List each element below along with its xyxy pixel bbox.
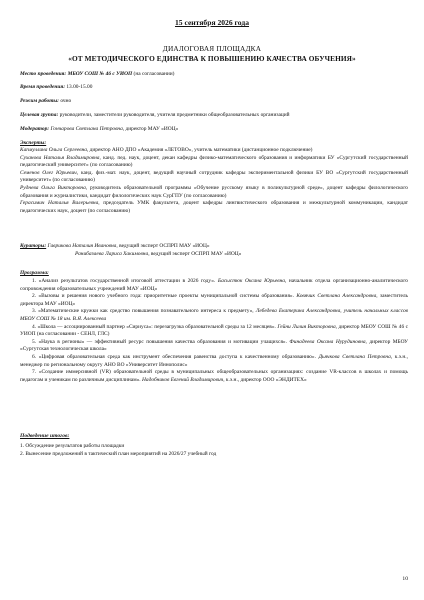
expert-name: Суханова Наталья Владимировна	[20, 154, 100, 161]
program-speaker: Гейни Лилия Викторовна	[277, 323, 336, 330]
time-label: Время проведения:	[20, 84, 65, 90]
expert-details: , руководитель образовательной программы «Обучение русскому языку в поликультурной среде», доцент кафедры филологического образования и журналистики, кандидат филологических наук СурГПУ (по согласованию)	[20, 184, 408, 199]
program-list	[20, 278, 408, 384]
program-speaker-role: , директор МБОУ СОШ № 46 с УИОП (на согласовании - СЕНЛ, ГЛС)	[20, 323, 408, 338]
program-speaker-role: , начальник отдела организационно-аналитического сопровождения образовательных учреждений МАУ «ИОЦ»	[20, 278, 408, 292]
summary-item: 1. Обсуждение результатов работы площадки	[20, 443, 125, 449]
expert-item	[20, 147, 408, 155]
expert-item	[20, 170, 408, 185]
expert-item	[20, 200, 408, 215]
expert-item	[20, 155, 408, 170]
program-topic: 1. «Анализ результатов государственной итоговой аттестации в 2026 году».	[32, 278, 218, 284]
experts-label: Эксперты:	[20, 140, 47, 146]
program-topic: 2. «Вызовы и решения нового учебного года: приоритетные проекты муниципальной системы образования».	[32, 293, 297, 300]
moderator-label: Модератор:	[20, 126, 50, 132]
curators-label: Кураторы:	[20, 243, 47, 249]
mode-row	[20, 98, 71, 105]
mode-value: очно	[58, 98, 72, 104]
moderator-row	[20, 126, 178, 133]
program-item	[20, 354, 408, 369]
audience-value: руководители, заместители руководителя, учителя предметники общеобразовательных организаций	[58, 112, 290, 118]
audience-label: Целевая группа:	[20, 112, 59, 118]
program-topic: 7. «Создание иммерсивной (VR) образовательной среды в муниципальных общеобразовательных организациях: создание VR-классов в школах и помощь педагогам и ученикам по различным дисциплинам».	[20, 369, 408, 383]
summary-item: 2. Вынесение предложений в тактический план мероприятий на 2026/27 учебный год	[20, 451, 217, 457]
program-speaker-role: , к.э.н., директор ООО «ЭНДИТЕХ»	[223, 376, 307, 383]
program-speaker-role: , заместитель директора МАУ «ИОЦ»	[20, 293, 409, 307]
program-speaker-role: , директор МБОУ «Сургутская технологическая школа»	[20, 338, 408, 353]
program-item	[20, 369, 408, 384]
summary-heading: Подведение итогов:	[20, 433, 70, 439]
expert-details: , канд. физ.-мат. наук, доцент, ведущий научный сотрудник кафедры экспериментальной физики БУ ВО «Сургутский государственный университет» (по согласованию)	[20, 169, 408, 184]
place-note: (на согласовании)	[132, 71, 175, 77]
experts-list	[20, 147, 408, 215]
program-topic: 4. «Школа — ассоциированный партнер «Сириуса»: перезагрузка образовательной среды за 12 месяцев».	[32, 323, 278, 330]
audience-row	[20, 112, 290, 119]
expert-details: , директор АНО ДПО «Академия «ЛЕТОВО», учитель математики (дистанционное подключение)	[86, 147, 313, 153]
event-date: 15 сентября 2026 года	[174, 18, 250, 27]
expert-details: , канд. пед. наук, доцент, декан кафедры физико-математического образования и информатики БУ «Сургутский государственный педагогический университет» (по согласованию)	[20, 154, 408, 169]
program-item	[20, 308, 408, 323]
program-item	[20, 324, 408, 339]
expert-name: Семенов Олег Юрьевич	[20, 169, 77, 176]
curators-row-2	[75, 251, 241, 258]
expert-name: Капмуллина Ольга Сергеевна	[20, 147, 87, 153]
program-speaker: Басыстюк Оксана Юрьевна	[217, 278, 285, 284]
program-item	[20, 278, 408, 293]
program-speaker-role: , к.э.н., менеджер по региональному округу АНО ВО «Университет Иннополис»	[20, 353, 408, 368]
program-label: Программа:	[20, 270, 49, 276]
moderator-name: Гончарова Светлана Петровна	[49, 126, 123, 132]
time-row	[20, 84, 92, 91]
program-speaker: Лебедева Екатерина Александровна, учитель начальных классов МБОУ СОШ № 18 им. В.Я. Алексеева	[20, 308, 408, 322]
curator-name: Гаврикова Наталия Ивановна	[47, 243, 117, 249]
title-line-1: ДИАЛОГОВАЯ ПЛОЩАДКА	[162, 44, 262, 53]
time-value: 13.00-15.00	[65, 84, 93, 90]
program-topic: 6. «Цифровая образовательная среда как инструмент обеспечения равенства доступа к качественному образованию».	[32, 353, 319, 360]
program-speaker: Надобников Евгений Владимирович	[142, 376, 224, 383]
program-topic: 3. «Математические кружки как средство повышения познавательного интереса к предмету»,	[32, 308, 256, 315]
curators-row-1	[20, 243, 210, 250]
expert-item	[20, 185, 408, 200]
program-topic: 5. «Наука в регионы» — эффективный ресурс повышения качества образования и мотивации учащихся».	[32, 338, 290, 345]
experts-heading	[20, 140, 46, 147]
expert-details: , председатель УМК факультета, доцент кафедры лингвистического образования и межкультурной коммуникации, кандидат педагогических наук, доцент (по согласованию)	[20, 200, 408, 214]
program-item	[20, 293, 408, 308]
place-row	[20, 71, 174, 78]
place-label: Место проведения:	[20, 71, 67, 77]
page-number: 10	[402, 576, 408, 582]
curator-details: , ведущий эксперт ОСПРП МАУ «ИОЦ»	[148, 251, 242, 257]
program-speaker: Ковячик Светлана Александровна	[296, 293, 377, 300]
title-line-2: «ОТ МЕТОДИЧЕСКОГО ЕДИНСТВА К ПОВЫШЕНИЮ КАЧЕСТВА ОБУЧЕНИЯ»	[68, 54, 356, 63]
program-speaker: Финадеева Оксана Нурудиновна	[289, 338, 366, 345]
program-item	[20, 339, 408, 354]
program-speaker: Дьячкова Светлана Петровна	[318, 353, 391, 360]
place-value: МБОУ СОШ № 46 с УИОП	[67, 71, 133, 77]
moderator-rest: , директор МАУ «ИОЦ»	[122, 126, 179, 132]
expert-name: Герасимич Наталья Валерьевна	[20, 200, 99, 207]
program-heading	[20, 270, 49, 277]
mode-label: Режим работы:	[20, 98, 59, 104]
curator-name: Ранибазаева Лариса Хакимовна	[75, 251, 149, 257]
curator-details: , ведущий эксперт ОСПРП МАУ «ИОЦ»	[116, 243, 210, 249]
expert-name: Руднева Ольга Викторовна	[20, 184, 86, 191]
